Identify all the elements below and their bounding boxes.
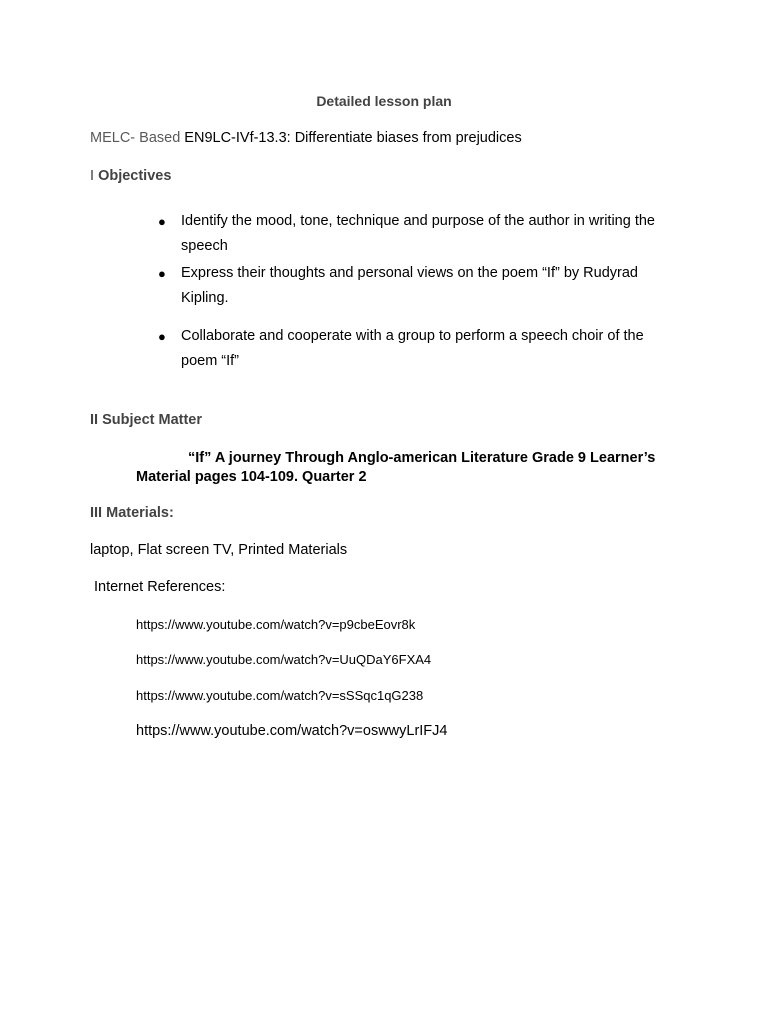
objective-text: Express their thoughts and personal views on the poem “If” by Rudyrad Kipling. [181,265,638,306]
materials-list: laptop, Flat screen TV, Printed Materials [90,542,348,558]
reference-link[interactable]: https://www.youtube.com/watch?v=p9cbeEovr8k [136,617,416,632]
objective-item [158,261,681,311]
internet-references-label: Internet References: [94,579,226,595]
bullet-icon: ● [158,266,166,281]
subject-matter-text [136,449,696,487]
objective-text: Identify the mood, tone, technique and purpose of the author in writing the speech [181,213,655,254]
objectives-roman: I [90,168,95,184]
materials-heading: III Materials: [90,505,174,521]
subject-matter-reference: “If” A journey Through Anglo-american Literature Grade 9 Learner’s Material pages 104-109. Quarter 2 [136,450,656,485]
objectives-heading-text: Objectives [98,168,172,184]
objective-item [158,324,671,374]
subject-matter-heading: II Subject Matter [90,412,202,428]
reference-link[interactable]: https://www.youtube.com/watch?v=UuQDaY6FXA4 [136,652,432,667]
reference-link[interactable]: https://www.youtube.com/watch?v=sSSqc1qG238 [136,688,424,703]
bullet-icon: ● [158,329,166,344]
melc-code: EN9LC-IVf-13.3: Differentiate biases from prejudices [184,130,522,146]
objective-text: Collaborate and cooperate with a group to perform a speech choir of the poem “If” [181,328,644,369]
melc-prefix: MELC- Based [90,130,181,146]
reference-link[interactable]: https://www.youtube.com/watch?v=oswwyLrIFJ4 [136,723,448,739]
objective-item [158,209,681,259]
bullet-icon: ● [158,214,166,229]
document-title: Detailed lesson plan [316,93,452,109]
